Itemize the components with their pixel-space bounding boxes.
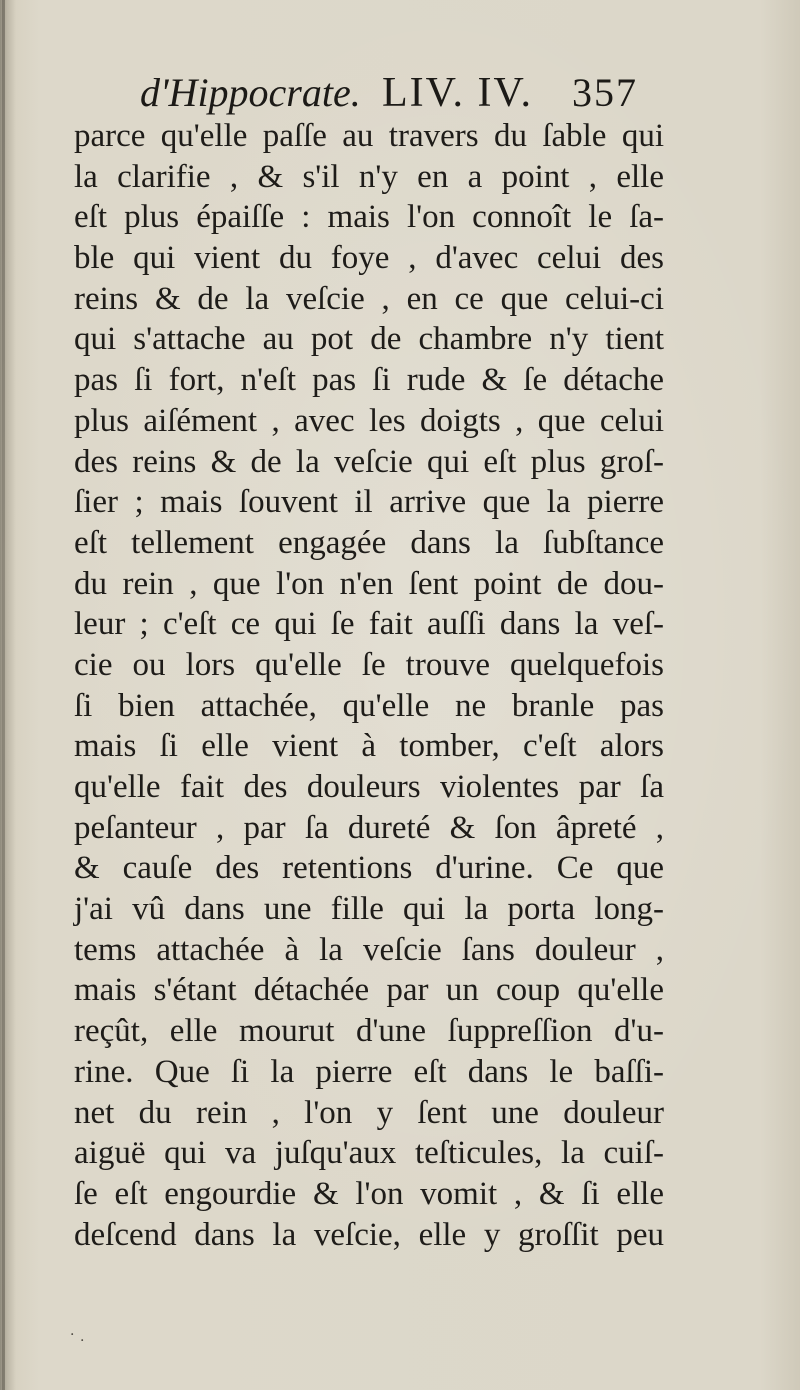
running-head-book: LIV. IV. [382, 70, 533, 116]
text-line: mais ſi elle vient à tomber, c'eſt alors [74, 728, 664, 765]
text-line: ſe eſt engourdie & l'on vomit , & ſi elle [74, 1175, 664, 1212]
running-head [140, 66, 680, 120]
body-text [74, 116, 664, 1255]
text-line: ble qui vient du foye , d'avec celui des [74, 240, 664, 277]
text-line: des reins & de la veſcie qui eſt plus groſ- [74, 443, 664, 480]
text-line: ſier ; mais ſouvent il arrive que la pierre [74, 484, 664, 521]
text-line: leur ; c'eſt ce qui ſe fait auſſi dans la veſ- [74, 606, 664, 643]
text-line: plus aiſément , avec les doigts , que celui [74, 402, 664, 439]
text-line: qu'elle fait des douleurs violentes par ſa [74, 769, 664, 805]
page-number: 357 [572, 70, 638, 115]
ink-speck: · [70, 1327, 75, 1343]
text-line: peſanteur , par ſa dureté & ſon âpreté , [74, 809, 664, 846]
page-binding-edge [2, 0, 5, 1390]
text-line: ſi bien attachée, qu'elle ne branle pas [74, 687, 664, 724]
text-line: net du rein , l'on y ſent une douleur [74, 1094, 664, 1131]
text-line: rine. Que ſi la pierre eſt dans le baſſi- [74, 1053, 664, 1090]
text-line: eſt tellement engagée dans la ſubſtance [74, 524, 664, 561]
text-line: eſt plus épaiſſe : mais l'on connoît le ſa- [74, 199, 664, 236]
text-line: j'ai vû dans une fille qui la porta long- [74, 891, 664, 928]
text-line: deſcend dans la veſcie, elle y groſſit peu [74, 1216, 664, 1253]
text-line: la clarifie , & s'il n'y en a point , elle [74, 158, 664, 195]
ink-speck: · [80, 1333, 85, 1349]
text-line: aiguë qui va juſqu'aux teſticules, la cuiſ- [74, 1135, 664, 1172]
text-line: reçût, elle mourut d'une ſuppreſſion d'u- [74, 1013, 664, 1050]
text-line: reins & de la veſcie , en ce que celui-ci [74, 280, 664, 317]
text-line: tems attachée à la veſcie ſans douleur , [74, 931, 664, 968]
text-line: cie ou lors qu'elle ſe trouve quelquefois [74, 646, 664, 683]
running-head-title: d'Hippocrate. [140, 70, 361, 115]
text-line: & cauſe des retentions d'urine. Ce que [74, 850, 664, 887]
text-line: du rein , que l'on n'en ſent point de dou- [74, 565, 664, 602]
text-line: qui s'attache au pot de chambre n'y tient [74, 321, 664, 358]
text-line: parce qu'elle paſſe au travers du ſable qui [74, 118, 664, 154]
text-line: mais s'étant détachée par un coup qu'elle [74, 972, 664, 1009]
text-line: pas ſi fort, n'eſt pas ſi rude & ſe détache [74, 362, 664, 399]
